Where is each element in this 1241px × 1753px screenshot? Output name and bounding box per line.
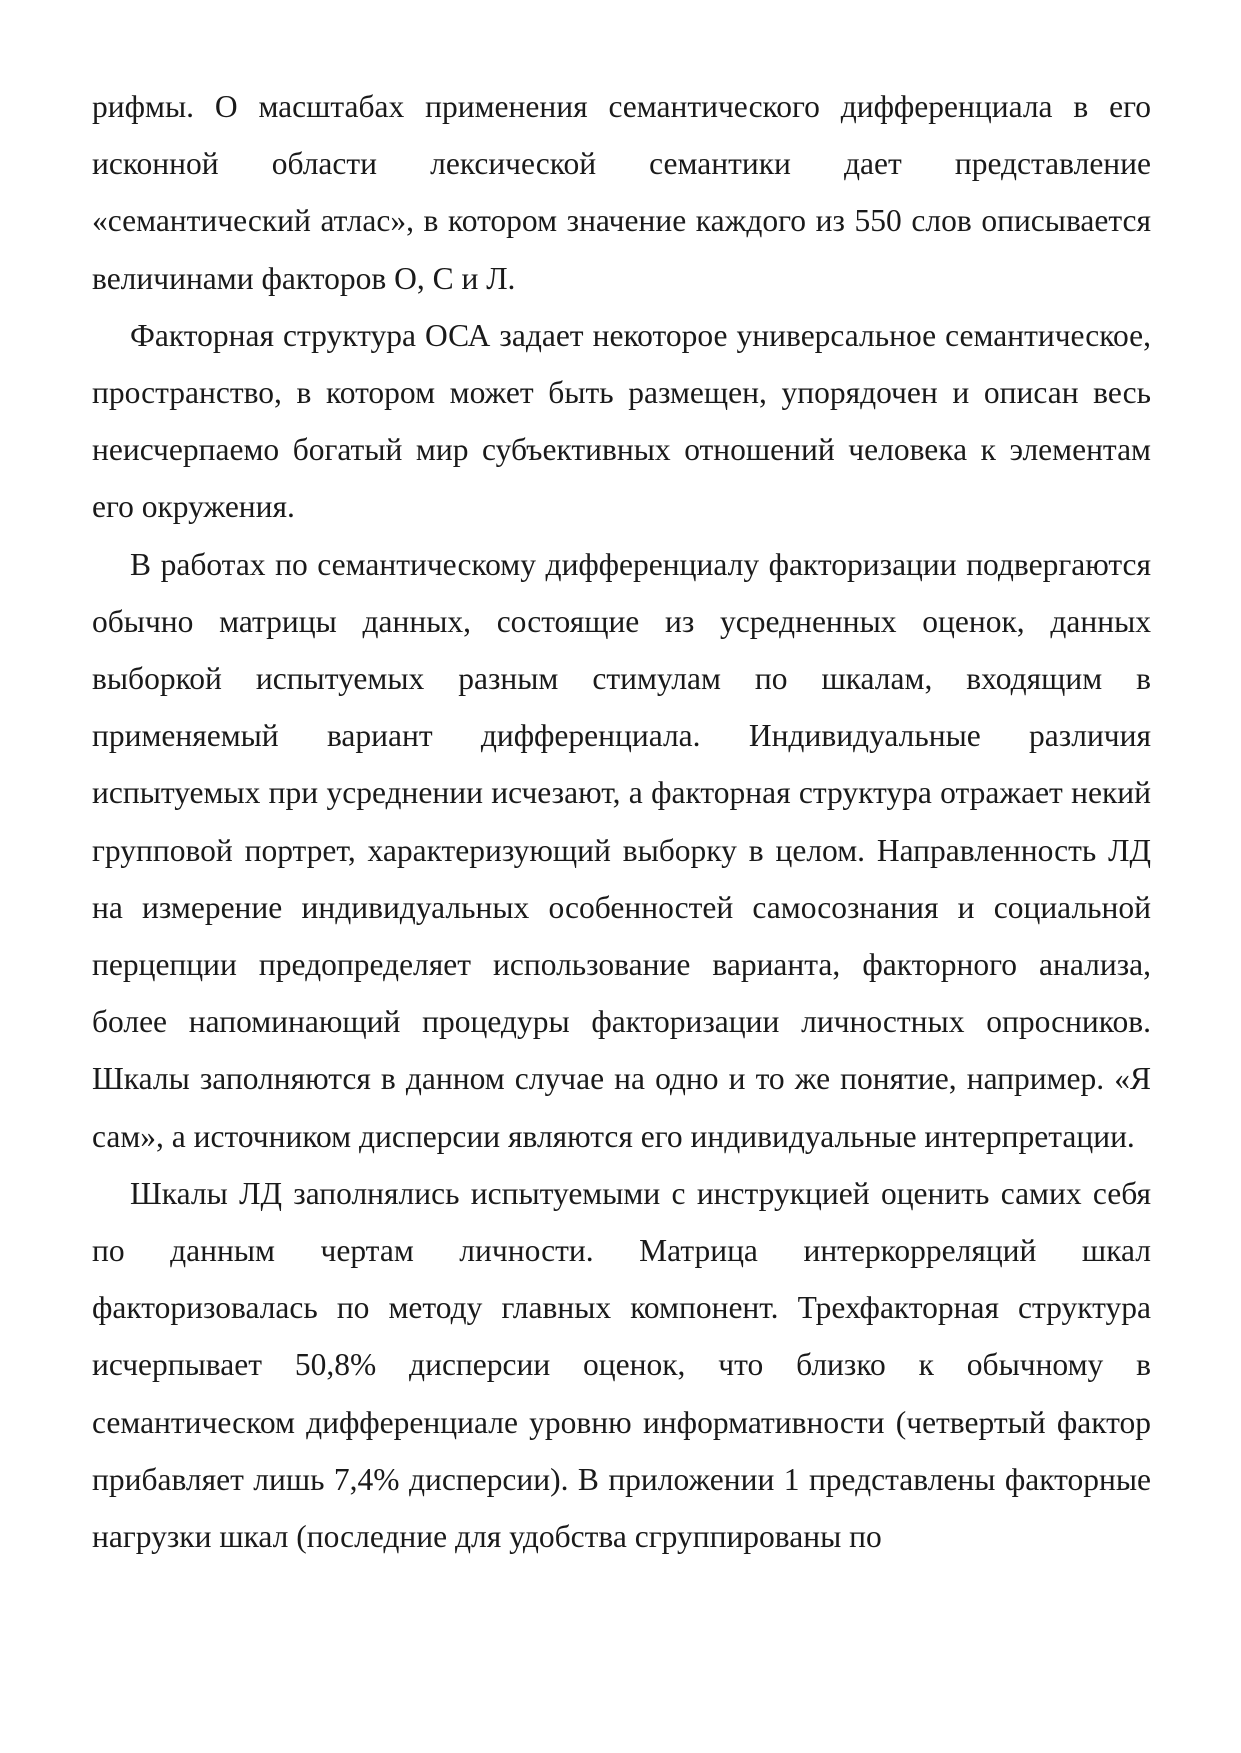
paragraph-4: Шкалы ЛД заполнялись испытуемыми с инструкцией оценить самих себя по данным чертам личности. Матрица интеркорреляций шкал факторизовалась по методу главных компонент. Трехфакторная структура исчерпывает 50,8% дисперсии оценок, что близко к обычному в семантическом дифференциале уровню информативности (четвертый фактор прибавляет лишь 7,4% дисперсии). В приложении 1 представлены факторные нагрузки шкал (последние для удобства сгруппированы по xyxy=(92,1175,1151,1555)
paragraph-2: Факторная структура ОСА задает некоторое универсальное семантическое, пространство, в котором может быть размещен, упорядочен и описан весь неисчерпаемо богатый мир субъективных отношений человека к элементам его окружения. xyxy=(92,317,1151,525)
paragraph-3: В работах по семантическому дифференциалу факторизации подвергаются обычно матрицы данных, состоящие из усредненных оценок, данных выборкой испытуемых разным стимулам по шкалам, входящим в применяемый вариант дифференциала. Индивидуальные различия испытуемых при усреднении исчезают, а факторная структура отражает некий групповой портрет, характеризующий выборку в целом. Направленность ЛД на измерение индивидуальных особенностей самосознания и социальной перцепции предопределяет использование варианта, факторного анализа, более напоминающий процедуры факторизации личностных опросников. Шкалы заполняются в данном случае на одно и то же понятие, например. «Я сам», а источником дисперсии являются его индивидуальные интерпретации. xyxy=(92,546,1151,1154)
paragraph-1: рифмы. О масштабах применения семантического дифференциала в его исконной области лексической семантики дает представление «семантический атлас», в котором значение каждого из 550 слов описывается величинами факторов О, С и Л. xyxy=(92,89,1151,296)
body-text xyxy=(92,78,1151,1565)
